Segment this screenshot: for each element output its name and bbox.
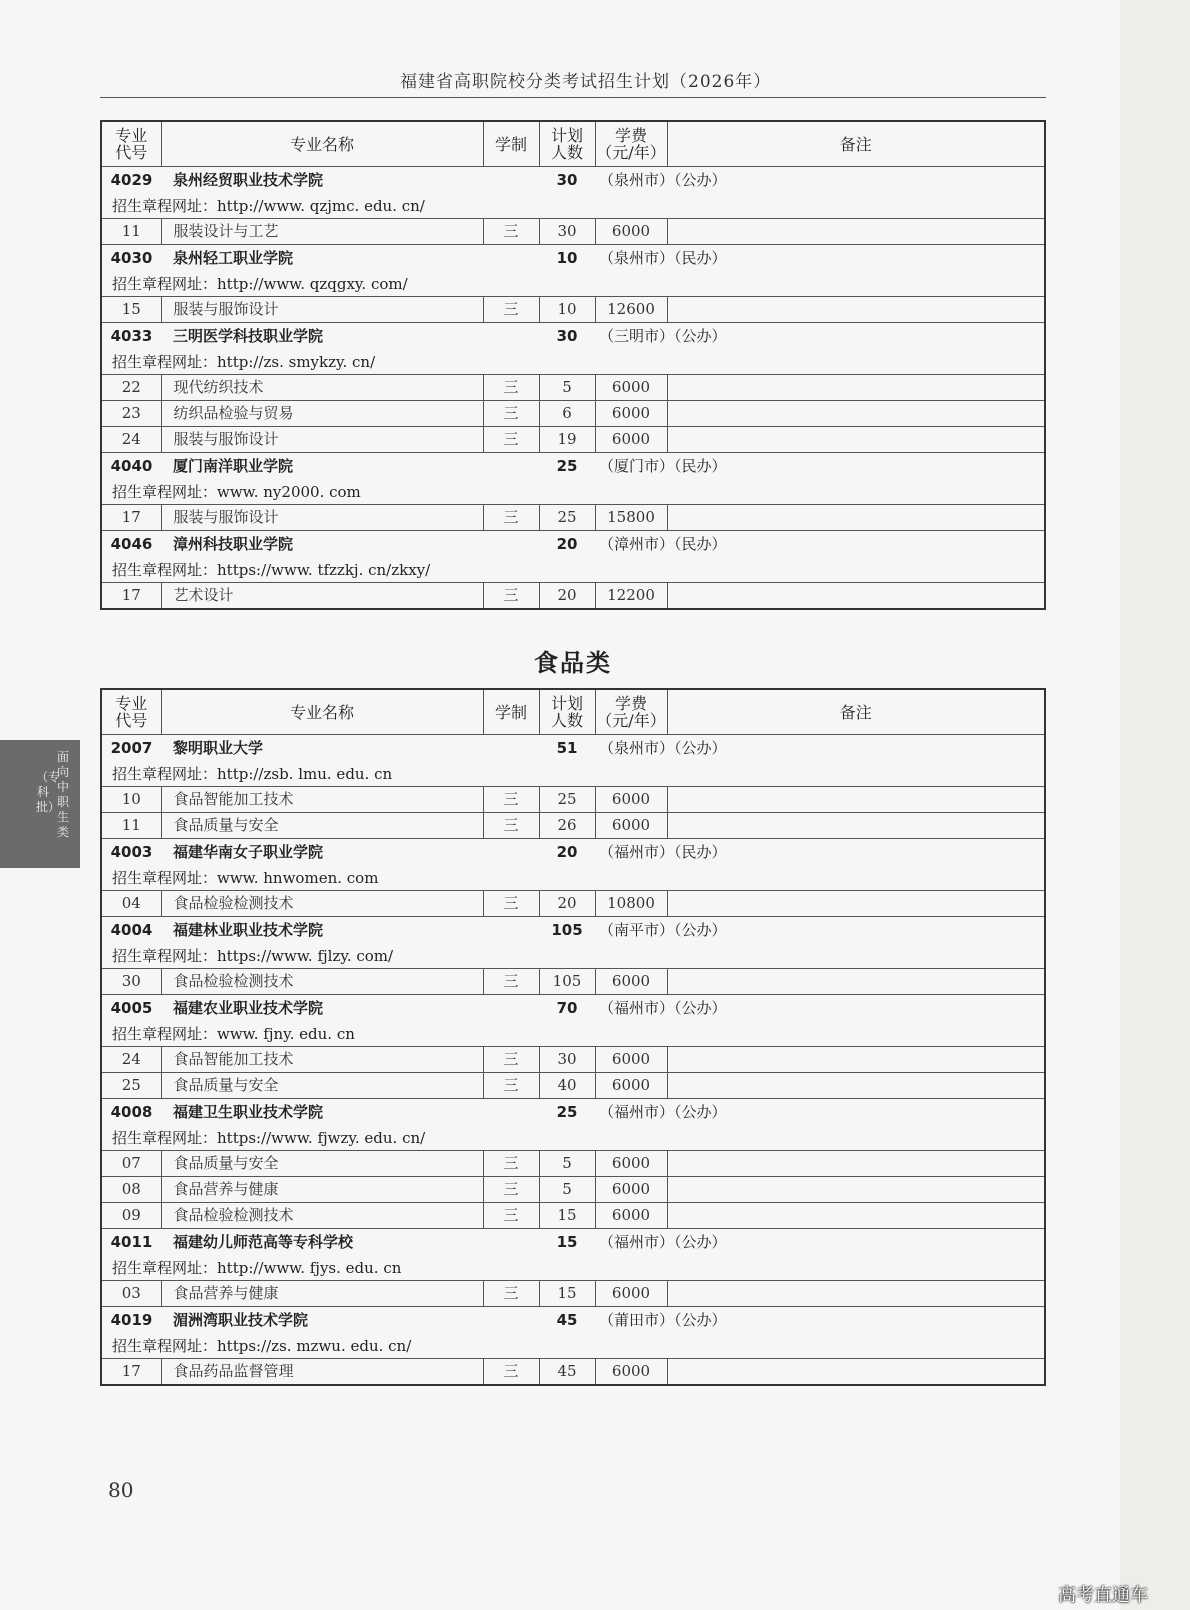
school-code: 4005: [101, 995, 161, 1023]
school-url-row: [101, 194, 1045, 219]
table-row: [101, 1359, 1045, 1386]
major-fee: 6000: [595, 427, 667, 453]
major-note: [667, 401, 1045, 427]
school-plan-count: 25: [539, 453, 595, 481]
major-note: [667, 787, 1045, 813]
header-major-code: [101, 121, 161, 167]
school-location: （三明市）（公办）: [595, 323, 1045, 351]
school-url: 招生章程网址：www. ny2000. com: [112, 483, 361, 501]
major-length: 三: [483, 787, 539, 813]
major-plan-count: 15: [539, 1203, 595, 1229]
enrollment-table-food: [100, 688, 1046, 1386]
major-name: 服装与服饰设计: [161, 297, 483, 323]
major-length: 三: [483, 583, 539, 610]
major-plan-count: 20: [539, 891, 595, 917]
major-name: 食品检验检测技术: [161, 969, 483, 995]
major-fee: 6000: [595, 1177, 667, 1203]
school-plan-count: 30: [539, 167, 595, 195]
major-length: 三: [483, 401, 539, 427]
major-length: 三: [483, 1359, 539, 1386]
major-code: 22: [101, 375, 161, 401]
school-code: 4003: [101, 839, 161, 867]
major-name: 食品智能加工技术: [161, 1047, 483, 1073]
school-location: （厦门市）（民办）: [595, 453, 1045, 481]
header-major-code: [101, 689, 161, 735]
major-length: 三: [483, 1203, 539, 1229]
school-url-row: [101, 1022, 1045, 1047]
page-number: 80: [108, 1478, 134, 1502]
major-fee: 6000: [595, 969, 667, 995]
school-code: 4008: [101, 1099, 161, 1127]
school-plan-count: 15: [539, 1229, 595, 1257]
table-row: [101, 297, 1045, 323]
table-row: [101, 401, 1045, 427]
header-plan: [539, 689, 595, 735]
header-fee: [595, 689, 667, 735]
major-plan-count: 5: [539, 1177, 595, 1203]
major-length: 三: [483, 1073, 539, 1099]
table-row: [101, 891, 1045, 917]
major-fee: 6000: [595, 1073, 667, 1099]
major-name: 食品智能加工技术: [161, 787, 483, 813]
school-row: [101, 1099, 1045, 1127]
major-length: 三: [483, 427, 539, 453]
major-fee: 6000: [595, 813, 667, 839]
school-location: （泉州市）（公办）: [595, 167, 1045, 195]
header-note: 备注: [667, 689, 1045, 735]
major-length: 三: [483, 1151, 539, 1177]
table-row: [101, 1047, 1045, 1073]
school-row: [101, 323, 1045, 351]
school-name: 三明医学科技职业学院: [161, 323, 539, 351]
school-name: 厦门南洋职业学院: [161, 453, 539, 481]
school-row: [101, 839, 1045, 867]
major-code: 09: [101, 1203, 161, 1229]
major-note: [667, 969, 1045, 995]
school-row: [101, 735, 1045, 763]
school-url: 招生章程网址：http://zs. smykzy. cn/: [112, 353, 376, 371]
major-plan-count: 45: [539, 1359, 595, 1386]
school-url-row: [101, 1256, 1045, 1281]
major-code: 04: [101, 891, 161, 917]
major-note: [667, 813, 1045, 839]
school-url: 招生章程网址：http://zsb. lmu. edu. cn: [112, 765, 393, 783]
school-code: 4029: [101, 167, 161, 195]
major-code: 23: [101, 401, 161, 427]
school-row: [101, 453, 1045, 481]
school-location: （莆田市）（公办）: [595, 1307, 1045, 1335]
major-name: 纺织品检验与贸易: [161, 401, 483, 427]
school-code: 4033: [101, 323, 161, 351]
header-length: 学制: [483, 121, 539, 167]
table-header-row: [101, 121, 1045, 167]
major-plan-count: 5: [539, 375, 595, 401]
school-location: （漳州市）（民办）: [595, 531, 1045, 559]
major-code: 30: [101, 969, 161, 995]
school-name: 泉州经贸职业技术学院: [161, 167, 539, 195]
major-name: 服装设计与工艺: [161, 219, 483, 245]
header-plan-label: 计划 人数: [550, 126, 583, 162]
school-url: 招生章程网址：https://www. tfzzkj. cn/zkxy/: [112, 561, 431, 579]
major-length: 三: [483, 297, 539, 323]
school-name: 福建幼儿师范高等专科学校: [161, 1229, 539, 1257]
school-code: 4040: [101, 453, 161, 481]
header-length: 学制: [483, 689, 539, 735]
major-name: 食品药品监督管理: [161, 1359, 483, 1386]
table-row: [101, 427, 1045, 453]
major-length: 三: [483, 1177, 539, 1203]
school-name: 福建卫生职业技术学院: [161, 1099, 539, 1127]
major-plan-count: 10: [539, 297, 595, 323]
header-fee: [595, 121, 667, 167]
major-name: 现代纺织技术: [161, 375, 483, 401]
major-note: [667, 427, 1045, 453]
major-note: [667, 297, 1045, 323]
header-major-name: 专业名称: [161, 121, 483, 167]
major-note: [667, 891, 1045, 917]
major-plan-count: 26: [539, 813, 595, 839]
table-row: [101, 1281, 1045, 1307]
table-row: [101, 969, 1045, 995]
school-url: 招生章程网址：https://zs. mzwu. edu. cn/: [112, 1337, 412, 1355]
major-code: 17: [101, 583, 161, 610]
major-fee: 10800: [595, 891, 667, 917]
header-major-code-label: 专业 代号: [115, 694, 148, 730]
school-url-row: [101, 866, 1045, 891]
major-name: 食品质量与安全: [161, 1073, 483, 1099]
major-code: 17: [101, 505, 161, 531]
major-code: 15: [101, 297, 161, 323]
school-location: （南平市）（公办）: [595, 917, 1045, 945]
major-name: 服装与服饰设计: [161, 505, 483, 531]
school-plan-count: 30: [539, 323, 595, 351]
school-url-row: [101, 350, 1045, 375]
major-note: [667, 1203, 1045, 1229]
major-code: 25: [101, 1073, 161, 1099]
table-body: [101, 167, 1045, 610]
major-note: [667, 1047, 1045, 1073]
school-row: [101, 1307, 1045, 1335]
table-row: [101, 375, 1045, 401]
major-note: [667, 583, 1045, 610]
header-rule: [100, 97, 1046, 98]
major-note: [667, 375, 1045, 401]
school-code: 4046: [101, 531, 161, 559]
school-row: [101, 1229, 1045, 1257]
school-url: 招生章程网址：www. fjny. edu. cn: [112, 1025, 355, 1043]
school-name: 黎明职业大学: [161, 735, 539, 763]
major-name: 食品质量与安全: [161, 1151, 483, 1177]
section-title: 食品类: [534, 649, 612, 677]
major-plan-count: 30: [539, 219, 595, 245]
major-length: 三: [483, 375, 539, 401]
section-side-tab: [0, 740, 80, 868]
major-plan-count: 15: [539, 1281, 595, 1307]
major-fee: 6000: [595, 1203, 667, 1229]
major-plan-count: 19: [539, 427, 595, 453]
table-body: [101, 735, 1045, 1386]
major-plan-count: 40: [539, 1073, 595, 1099]
major-plan-count: 20: [539, 583, 595, 610]
major-note: [667, 1281, 1045, 1307]
table-row: [101, 583, 1045, 610]
school-location: （福州市）（公办）: [595, 995, 1045, 1023]
major-code: 08: [101, 1177, 161, 1203]
school-plan-count: 10: [539, 245, 595, 273]
table-row: [101, 787, 1045, 813]
major-note: [667, 1073, 1045, 1099]
table-row: [101, 1151, 1045, 1177]
major-code: 11: [101, 219, 161, 245]
school-plan-count: 25: [539, 1099, 595, 1127]
major-name: 食品检验检测技术: [161, 1203, 483, 1229]
school-code: 4019: [101, 1307, 161, 1335]
major-code: 24: [101, 427, 161, 453]
school-location: （泉州市）（民办）: [595, 245, 1045, 273]
header-plan: [539, 121, 595, 167]
school-url: 招生章程网址：http://www. fjys. edu. cn: [112, 1259, 402, 1277]
school-code: 4004: [101, 917, 161, 945]
side-tab-line1: 面向中职生类: [56, 750, 69, 839]
school-code: 4030: [101, 245, 161, 273]
major-length: 三: [483, 1047, 539, 1073]
school-name: 福建华南女子职业学院: [161, 839, 539, 867]
enrollment-table-apparel: [100, 120, 1046, 610]
major-plan-count: 6: [539, 401, 595, 427]
major-fee: 6000: [595, 1281, 667, 1307]
table-row: [101, 1177, 1045, 1203]
page-edge-shadow: [1120, 0, 1190, 1610]
school-name: 漳州科技职业学院: [161, 531, 539, 559]
header-major-name: 专业名称: [161, 689, 483, 735]
major-note: [667, 1359, 1045, 1386]
major-code: 11: [101, 813, 161, 839]
school-url-row: [101, 944, 1045, 969]
school-plan-count: 51: [539, 735, 595, 763]
major-code: 07: [101, 1151, 161, 1177]
school-plan-count: 20: [539, 531, 595, 559]
watermark-text: 高考直通车: [1058, 1585, 1148, 1606]
major-name: 食品营养与健康: [161, 1177, 483, 1203]
school-url: 招生章程网址：https://www. fjwzy. edu. cn/: [112, 1129, 426, 1147]
major-fee: 6000: [595, 1151, 667, 1177]
major-fee: 6000: [595, 401, 667, 427]
school-url-row: [101, 762, 1045, 787]
major-length: 三: [483, 505, 539, 531]
school-plan-count: 20: [539, 839, 595, 867]
header-fee-label: 学费 （元/年）: [596, 694, 666, 730]
school-row: [101, 995, 1045, 1023]
school-location: （福州市）（民办）: [595, 839, 1045, 867]
table-row: [101, 813, 1045, 839]
school-name: 福建农业职业技术学院: [161, 995, 539, 1023]
school-url: 招生章程网址：http://www. qzjmc. edu. cn/: [112, 197, 425, 215]
major-plan-count: 105: [539, 969, 595, 995]
school-location: （泉州市）（公办）: [595, 735, 1045, 763]
major-note: [667, 1151, 1045, 1177]
major-name: 食品营养与健康: [161, 1281, 483, 1307]
table-row: [101, 1203, 1045, 1229]
major-note: [667, 1177, 1045, 1203]
major-fee: 6000: [595, 219, 667, 245]
school-code: 2007: [101, 735, 161, 763]
major-length: 三: [483, 813, 539, 839]
major-fee: 6000: [595, 787, 667, 813]
major-plan-count: 5: [539, 1151, 595, 1177]
running-title: 福建省高职院校分类考试招生计划（2026年）: [400, 72, 772, 92]
school-url: 招生章程网址：www. hnwomen. com: [112, 869, 379, 887]
major-code: 03: [101, 1281, 161, 1307]
school-row: [101, 245, 1045, 273]
major-fee: 6000: [595, 1359, 667, 1386]
major-name: 服装与服饰设计: [161, 427, 483, 453]
major-code: 17: [101, 1359, 161, 1386]
major-fee: 6000: [595, 1047, 667, 1073]
header-plan-label: 计划 人数: [550, 694, 583, 730]
school-plan-count: 105: [539, 917, 595, 945]
school-url-row: [101, 272, 1045, 297]
school-url-row: [101, 558, 1045, 583]
school-plan-count: 70: [539, 995, 595, 1023]
major-fee: 6000: [595, 375, 667, 401]
table-row: [101, 505, 1045, 531]
major-code: 10: [101, 787, 161, 813]
school-location: （福州市）（公办）: [595, 1099, 1045, 1127]
major-name: 食品质量与安全: [161, 813, 483, 839]
table-header-row: [101, 689, 1045, 735]
school-location: （福州市）（公办）: [595, 1229, 1045, 1257]
school-code: 4011: [101, 1229, 161, 1257]
major-fee: 12200: [595, 583, 667, 610]
major-note: [667, 505, 1045, 531]
school-url-row: [101, 480, 1045, 505]
major-length: 三: [483, 891, 539, 917]
major-plan-count: 30: [539, 1047, 595, 1073]
school-name: 湄洲湾职业技术学院: [161, 1307, 539, 1335]
header-major-code-label: 专业 代号: [115, 126, 148, 162]
school-url-row: [101, 1126, 1045, 1151]
major-name: 食品检验检测技术: [161, 891, 483, 917]
major-code: 24: [101, 1047, 161, 1073]
table-row: [101, 1073, 1045, 1099]
school-row: [101, 917, 1045, 945]
school-row: [101, 167, 1045, 195]
major-length: 三: [483, 969, 539, 995]
major-fee: 12600: [595, 297, 667, 323]
school-name: 泉州轻工职业学院: [161, 245, 539, 273]
school-name: 福建林业职业技术学院: [161, 917, 539, 945]
school-plan-count: 45: [539, 1307, 595, 1335]
school-url: 招生章程网址：https://www. fjlzy. com/: [112, 947, 394, 965]
school-url-row: [101, 1334, 1045, 1359]
major-note: [667, 219, 1045, 245]
header-fee-label: 学费 （元/年）: [596, 126, 666, 162]
major-length: 三: [483, 1281, 539, 1307]
major-length: 三: [483, 219, 539, 245]
major-fee: 15800: [595, 505, 667, 531]
table-row: [101, 219, 1045, 245]
major-plan-count: 25: [539, 505, 595, 531]
header-note: 备注: [667, 121, 1045, 167]
school-url: 招生章程网址：http://www. qzqgxy. com/: [112, 275, 408, 293]
side-tab-line2: （专科批）: [36, 770, 61, 814]
major-name: 艺术设计: [161, 583, 483, 610]
school-row: [101, 531, 1045, 559]
major-plan-count: 25: [539, 787, 595, 813]
